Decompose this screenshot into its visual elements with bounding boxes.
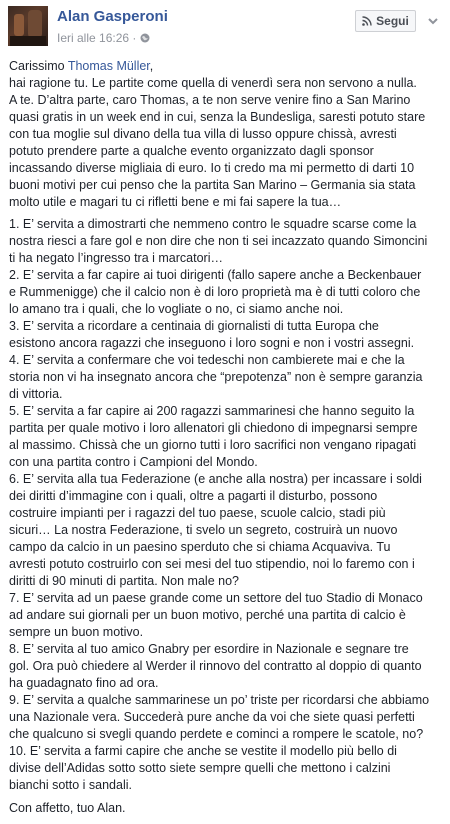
point-line: storia non vi ha insegnato ancora che “prepotenza” non è sempre garanzia	[9, 370, 423, 384]
follow-button[interactable]	[355, 10, 416, 32]
intro-line: incassando diverse migliaia di euro. Io ti credo ma mi permetto di darti 10	[9, 161, 415, 175]
intro-line: molto utile e magari tu ci rifletti bene e mi fai sapere la tua…	[9, 195, 342, 209]
avatar[interactable]	[8, 6, 48, 46]
point-line: 4. E’ servita a confermare che voi tedeschi non cambierete mai e che la	[9, 353, 405, 367]
point-line: campo da calcio in un paesino sperduto che si chiama Acquaviva. Tu	[9, 540, 391, 554]
point-item	[9, 590, 443, 641]
point-line: dei diritti d’immagine con i quali, oltre a pagarti il disturbo, possono	[9, 489, 378, 503]
salutation: Carissimo	[9, 59, 68, 73]
intro-line: A te. D’altra parte, caro Thomas, a te non serve venire fino a San Marino	[9, 93, 411, 107]
mention-link[interactable]: Thomas Müller	[67, 59, 150, 73]
point-line: con una partita contro i Campioni del Mondo.	[9, 455, 258, 469]
point-line: bianchi sotto i sandali.	[9, 778, 132, 792]
point-item	[9, 743, 443, 794]
point-line: al massimo. Chissà che un giorno tutti i loro sacrifici non vengano ripagati	[9, 438, 417, 452]
point-line: che qualcuno si svegli quando perdete e cominci a rompere le scatole, no?	[9, 727, 424, 741]
point-line: ti ha negato l’ingresso tra i marcatori…	[9, 251, 223, 265]
point-line: una Nazionale vera. Succederà pure anche da voi che siete quasi perfetti	[9, 710, 415, 724]
point-line: e Rummenigge) che il calcio non è di loro proprietà ma è di tutti coloro che	[9, 285, 421, 299]
salutation-line	[9, 58, 443, 75]
point-line: partita per quale motivo i loro allenatori gli chiedono di impegnarsi sempre	[9, 421, 418, 435]
intro-line: con tua moglie sul divano della tua villa di lusso oppure chissà, avresti	[9, 127, 397, 141]
point-line: 1. E’ servita a dimostrarti che nemmeno contro le squadre scarse come la	[9, 217, 417, 231]
point-line: sicuri… La nostra Federazione, ti svelo un segreto, costruirà un nuovo	[9, 523, 398, 537]
point-line: di vittoria.	[9, 387, 63, 401]
author-name[interactable]: Alan Gasperoni	[57, 8, 168, 25]
point-item	[9, 641, 443, 692]
point-line: sempre un buon motivo.	[9, 625, 144, 639]
chevron-down-icon[interactable]	[426, 14, 440, 28]
point-line: 3. E’ servita a ricordare a centinaia di giornalisti di tutta Europa che	[9, 319, 379, 333]
point-item	[9, 267, 443, 318]
point-line: gol. Ora può chiedere al Werder il rinnovo del contratto al doppio di quanto	[9, 659, 422, 673]
point-line: esistono ancora ragazzi che inseguono i loro sogni e non i vostri assegni.	[9, 336, 415, 350]
closing: Con affetto, tuo Alan.	[9, 801, 126, 815]
point-line: 10. E’ servita a farmi capire che anche se vestite il modello più bello di	[9, 744, 397, 758]
point-line: avresti potuto costruirlo con sei mesi del tuo stipendio, noi lo faremo con i	[9, 557, 415, 571]
points-list	[9, 216, 443, 794]
point-item	[9, 352, 443, 403]
point-line: 6. E’ servita alla tua Federazione (e anche alla nostra) per incassare i soldi	[9, 472, 422, 486]
point-item	[9, 692, 443, 743]
point-line: ad andare sui giornali per un buon motivo, perché una partita di calcio è	[9, 608, 406, 622]
point-line: diritti di 90 minuti di partita. Non male no?	[9, 574, 239, 588]
point-line: 2. E’ servita a far capire ai tuoi dirigenti (fallo sapere anche a Beckenbauer	[9, 268, 422, 282]
point-item	[9, 403, 443, 471]
post-meta	[57, 31, 150, 45]
post-body	[9, 58, 443, 822]
point-item	[9, 471, 443, 590]
intro-line: potuto prendere parte a qualche evento organizzato dagli sponsor	[9, 144, 374, 158]
point-line: nostra riesci a fare gol e non dire che non ti sei incazzato quando Simoncini	[9, 234, 428, 248]
timestamp[interactable]: Ieri alle 16:26 ·	[57, 31, 137, 45]
intro-line: hai ragione tu. Le partite come quella di venerdì sera non servono a nulla.	[9, 76, 417, 90]
point-item	[9, 318, 443, 352]
point-line: divise dell’Adidas sotto sotto siete sempre quelli che mettono i calzini	[9, 761, 391, 775]
point-line: costruire impianti per i ragazzi del tuo paese, scuole calcio, stadi più	[9, 506, 386, 520]
intro-line: quasi gratis in un week end in cui, senza la Bundesliga, saresti potuto stare	[9, 110, 426, 124]
intro-paragraph	[9, 58, 443, 211]
post-header	[0, 0, 450, 52]
point-line: lo amano tra i quali, che lo vogliate o no, ci siamo anche noi.	[9, 302, 344, 316]
follow-label: Segui	[376, 14, 409, 28]
point-line: 7. E’ servita ad un paese grande come un settore del tuo Stadio di Monaco	[9, 591, 423, 605]
rss-icon	[362, 16, 372, 26]
point-line: 8. E’ servita al tuo amico Gnabry per esordire in Nazionale e segnare tre	[9, 642, 409, 656]
point-line: 5. E’ servita a far capire ai 200 ragazzi sammarinesi che hanno seguito la	[9, 404, 415, 418]
globe-icon	[140, 33, 150, 43]
intro-line: buoni motivi per cui penso che la partita San Marino – Germania sia stata	[9, 178, 416, 192]
salutation-end: ,	[149, 59, 154, 73]
point-line: 9. E’ servita a qualche sammarinese un po’ triste per ricordarsi che abbiamo	[9, 693, 430, 707]
point-line: ha guadagnato fino ad ora.	[9, 676, 159, 690]
point-item	[9, 216, 443, 267]
